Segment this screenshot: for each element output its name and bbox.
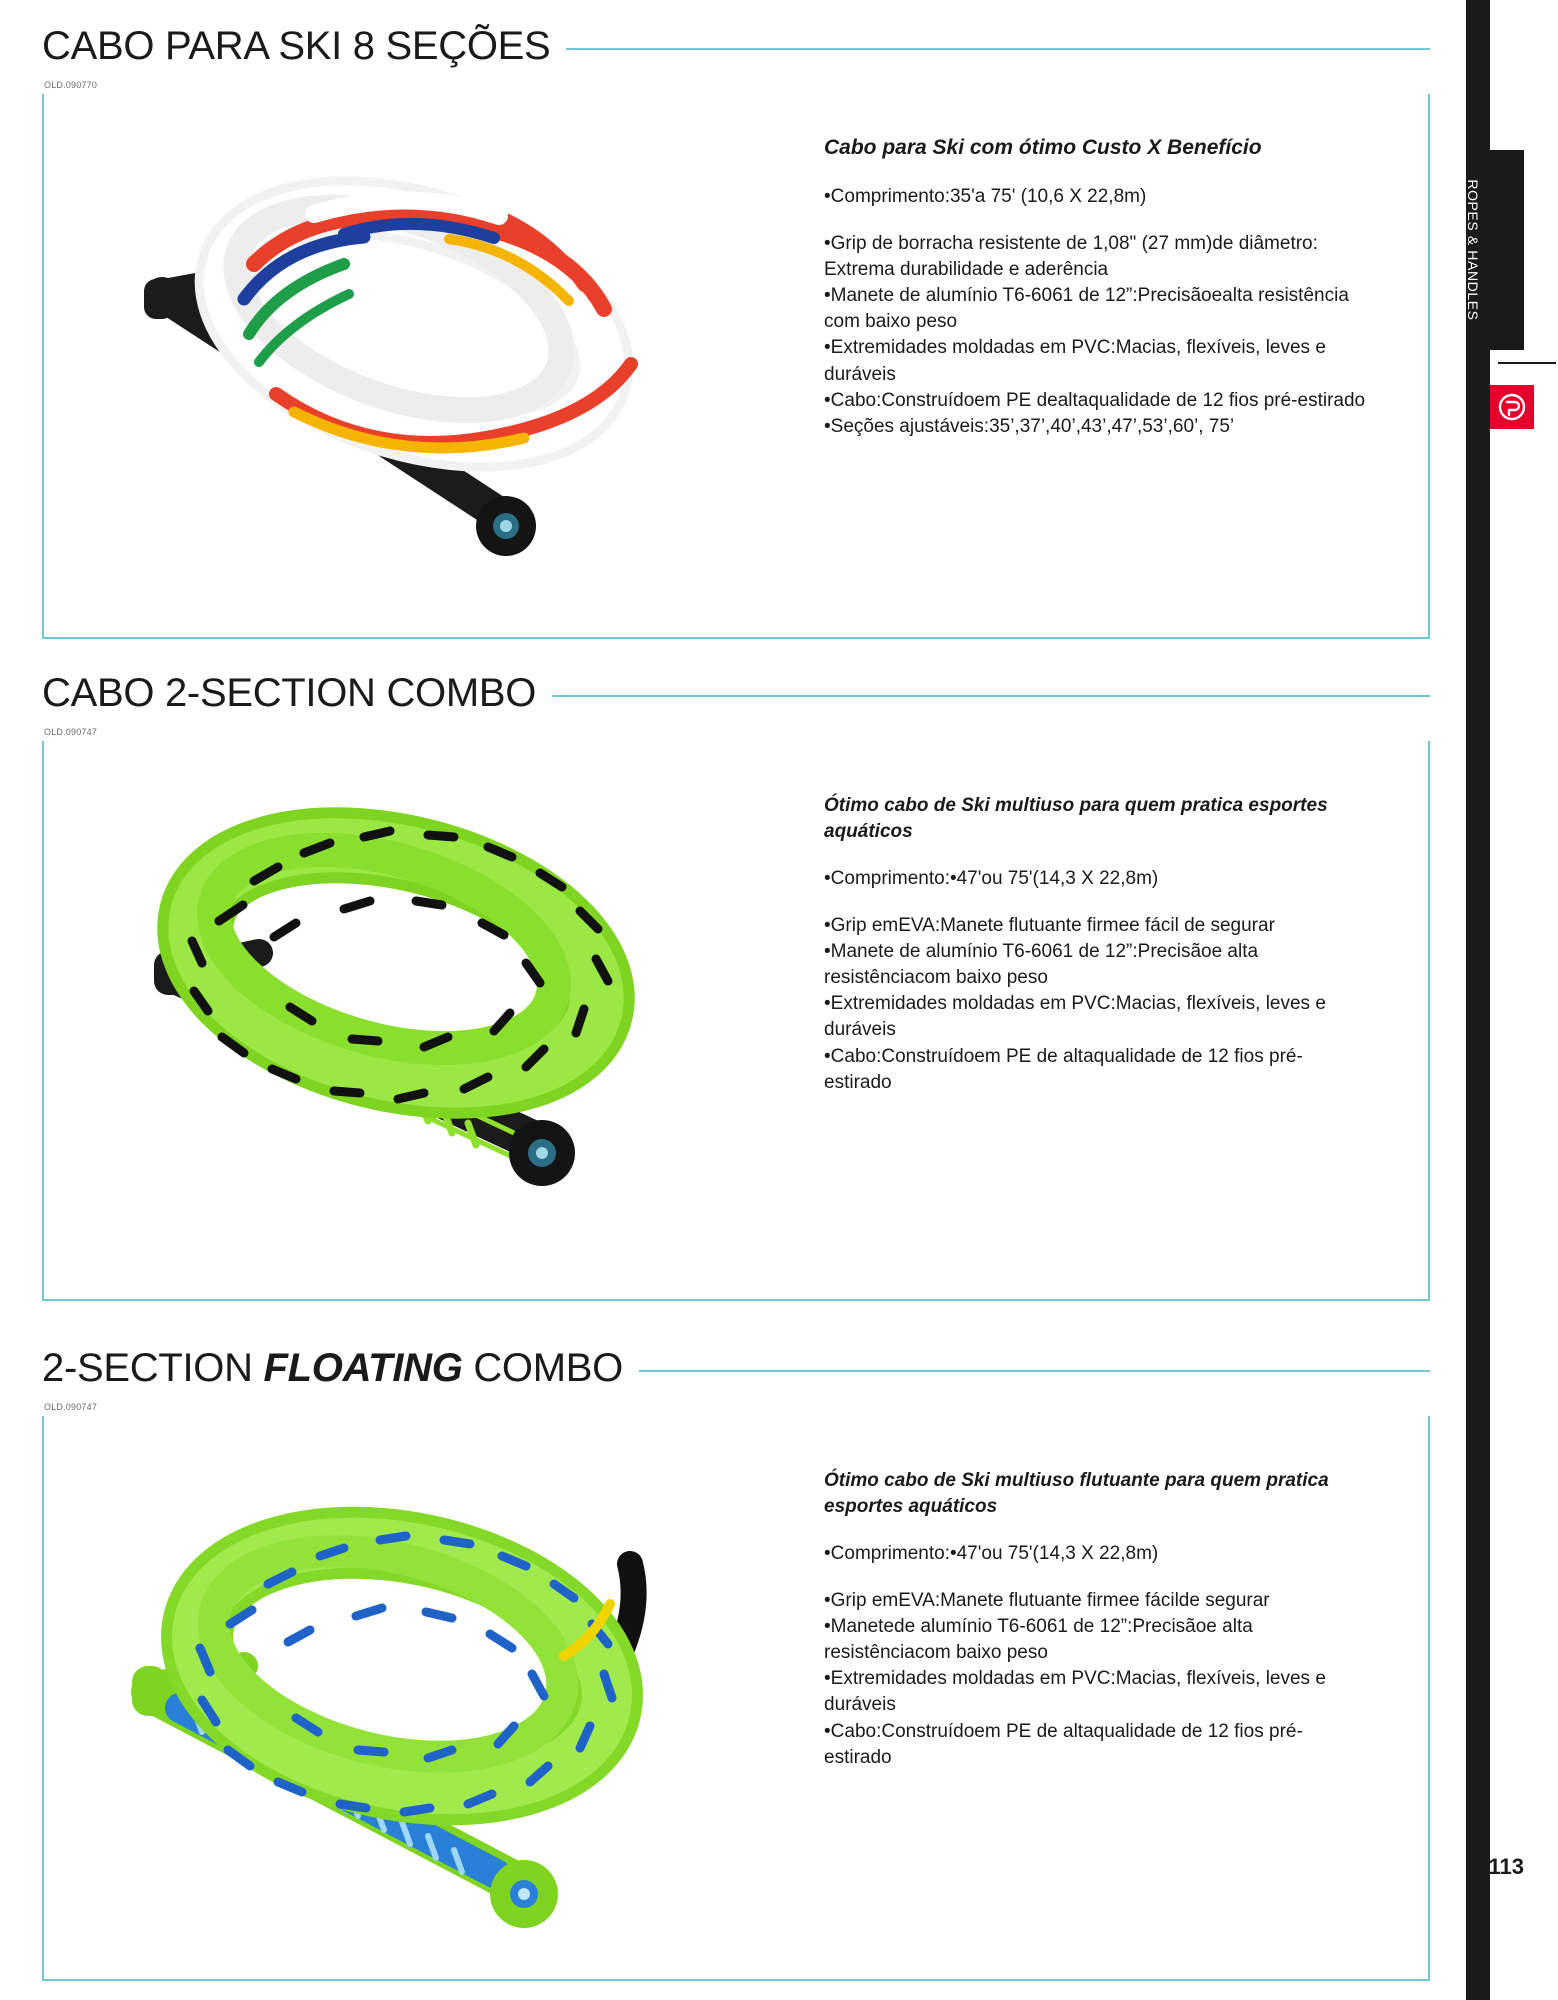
product-card-1 [42, 94, 1430, 639]
sidebar [1466, 0, 1558, 2000]
list-item: •Cabo:Construídoem PE dealtaqualidade de 12 fios pré-estirado [824, 389, 1366, 411]
list-item: •Extremidades moldadas em PVC:Macias, flexíveis, leves e duráveis [824, 1668, 1326, 1716]
product-title-row-1 [42, 18, 1430, 78]
product-length-1: •Comprimento:35'a 75' (10,6 X 22,8m) [824, 186, 1147, 208]
list-item: •Grip emEVA:Manete flutuante firmee fácilde segurar [824, 1589, 1270, 1611]
product-lead-2: Ótimo cabo de Ski multiuso para quem pratica esportes aquáticos [824, 795, 1328, 842]
product-text-2 [804, 741, 1428, 1299]
product-card-2 [42, 741, 1430, 1301]
product-image-2 [44, 741, 804, 1299]
list-item: •Manete de alumínio T6-6061 de 12”:Precisãoealta resistência com baixo peso [824, 285, 1349, 333]
list-item: •Extremidades moldadas em PVC:Macias, flexíveis, leves e duráveis [824, 337, 1326, 385]
page-title-3 [42, 1340, 623, 1388]
brand-glyph-icon [1498, 393, 1526, 421]
product-lead-3: Ótimo cabo de Ski multiuso flutuante para quem pratica esportes aquáticos [824, 1470, 1329, 1517]
2-section-floating-combo-illustration [44, 1416, 804, 1981]
title-part-italic: FLOATING [263, 1346, 463, 1390]
product-title-row-2 [42, 665, 1430, 725]
product-image-3 [44, 1416, 804, 1979]
title-part-plain-2: COMBO [462, 1346, 623, 1390]
title-rule-1 [566, 48, 1430, 50]
product-length-2: •Comprimento:•47'ou 75'(14,3 X 22,8m) [824, 868, 1159, 890]
list-item: •Grip de borracha resistente de 1,08" (27 mm)de diâmetro: Extrema durabilidade e aderência [824, 232, 1318, 280]
list-item: •Manetede alumínio T6-6061 de 12”:Precisãoe alta resistênciacom baixo peso [824, 1615, 1253, 1663]
ski-rope-8-section-illustration [44, 94, 804, 639]
sidebar-divider [1498, 362, 1556, 364]
product-length-3: •Comprimento:•47'ou 75'(14,3 X 22,8m) [824, 1543, 1159, 1565]
product-sku-1: OLD.090770 [44, 80, 98, 90]
product-lead-1: Cabo para Ski com ótimo Custo X Benefício [824, 136, 1262, 159]
list-item: •Manete de alumínio T6-6061 de 12”:Precisãoe alta resistênciacom baixo peso [824, 940, 1259, 988]
sidebar-section-tab[interactable] [1465, 150, 1524, 350]
list-item: •Seções ajustáveis:35’,37’,40’,43’,47’,53’,60’, 75’ [824, 416, 1235, 438]
product-sku-3: OLD.090747 [44, 1402, 98, 1412]
list-item: •Cabo:Construídoem PE de altaqualidade de 12 fios pré-estirado [824, 1045, 1303, 1093]
list-item: •Cabo:Construídoem PE de altaqualidade de 12 fios pré-estirado [824, 1720, 1303, 1768]
brand-circle-icon [1490, 385, 1534, 429]
product-image-1 [44, 94, 804, 637]
product-bullets-1 [824, 231, 1368, 441]
product-sku-2: OLD.090747 [44, 727, 98, 737]
product-block-2 [42, 665, 1430, 1315]
page-title-2: CABO 2-SECTION COMBO [42, 671, 537, 715]
list-item: •Extremidades moldadas em PVC:Macias, flexíveis, leves e duráveis [824, 993, 1326, 1041]
title-rule-3 [639, 1370, 1430, 1372]
title-part-plain-1: 2-SECTION [42, 1346, 264, 1390]
list-item: •Grip emEVA:Manete flutuante firmee fácil de segurar [824, 914, 1275, 936]
product-bullets-3 [824, 1588, 1368, 1772]
product-text-1 [804, 94, 1428, 637]
sidebar-item-label: ROPES & HANDLES [1465, 179, 1481, 321]
page-number: 113 [1488, 1854, 1524, 1879]
product-text-3 [804, 1416, 1428, 1979]
product-title-row-3 [42, 1340, 1430, 1400]
title-rule-2 [552, 695, 1430, 697]
product-block-1 [42, 18, 1430, 633]
page-title-1: CABO PARA SKI 8 SEÇÕES [42, 24, 551, 68]
product-block-3 [42, 1340, 1430, 1995]
product-card-3 [42, 1416, 1430, 1981]
product-bullets-2 [824, 913, 1368, 1097]
cabo-2-section-combo-illustration [44, 741, 804, 1301]
